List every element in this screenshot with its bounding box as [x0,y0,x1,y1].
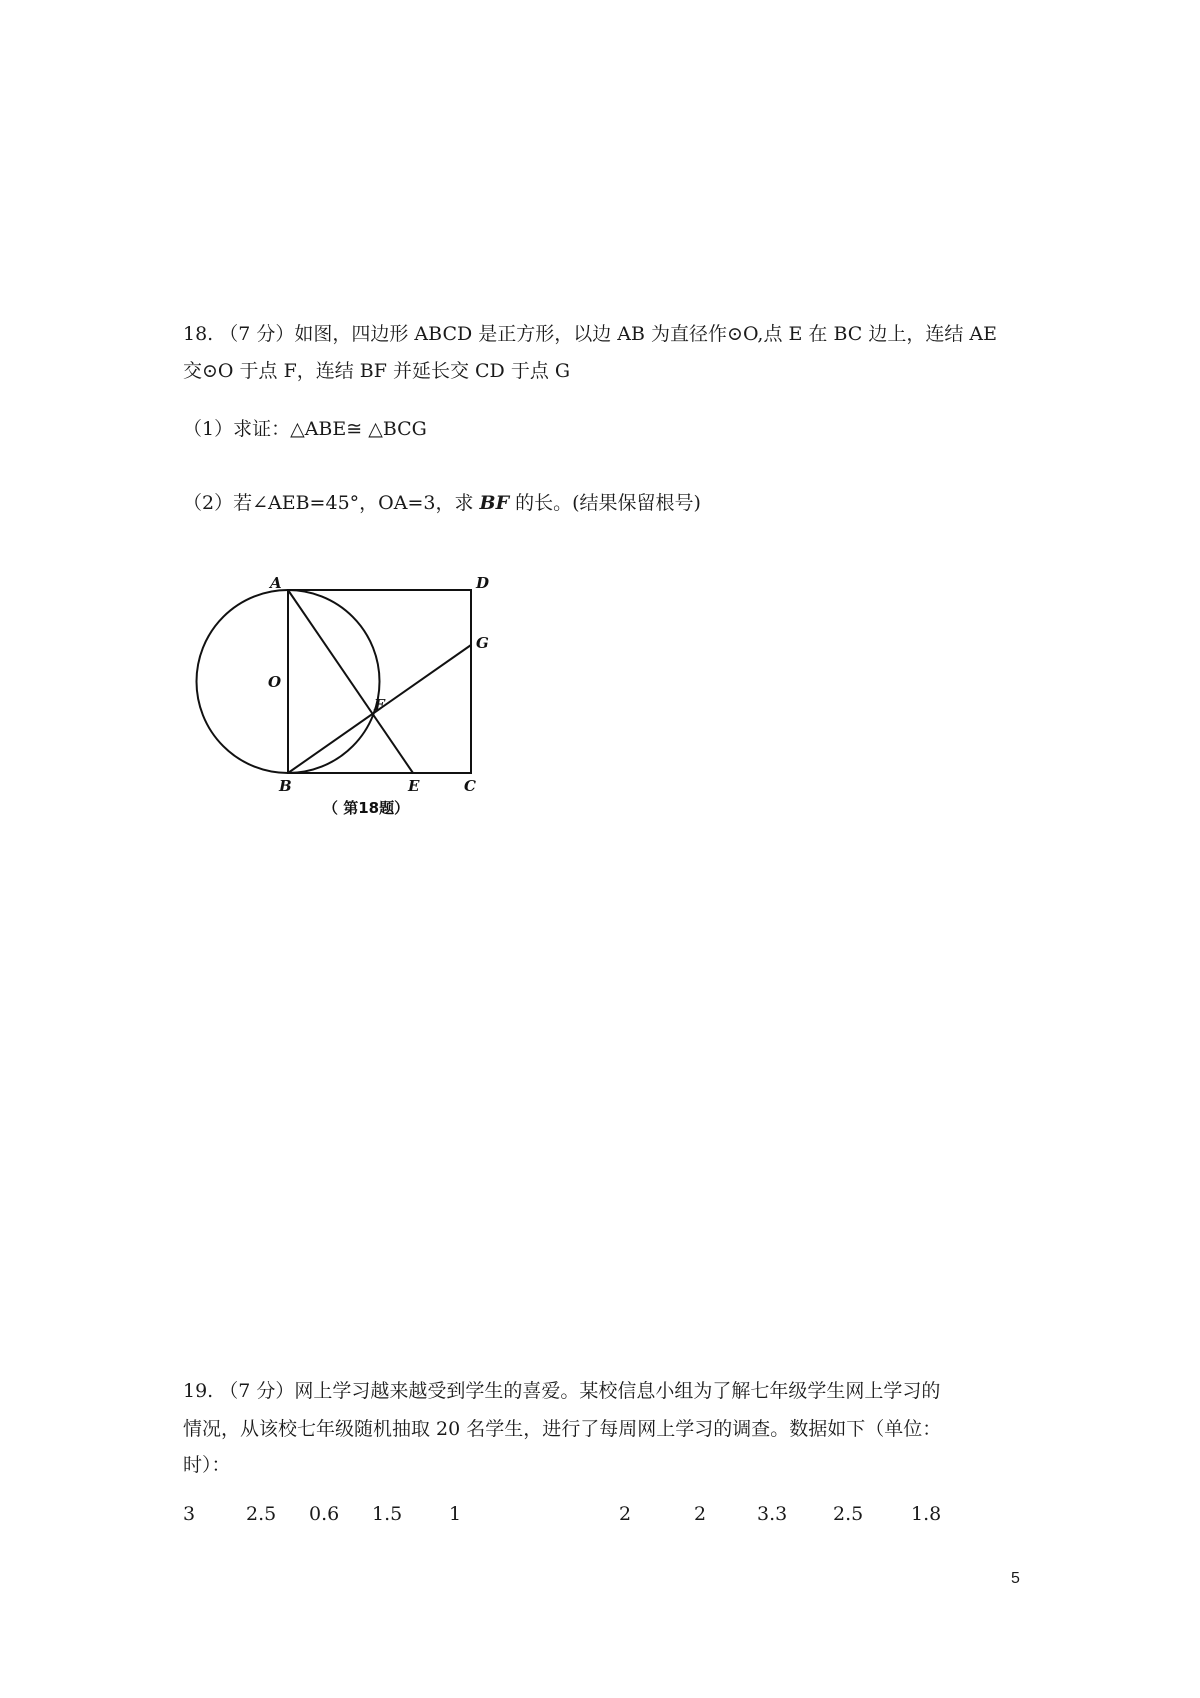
data-value: 2 [619,1503,632,1525]
q18-part-2-before: （2）若∠AEB=45°，OA=3，求 [183,492,480,514]
data-value: 2 [694,1503,707,1525]
label-o: O [268,673,282,691]
q19-stem-line-3: 时）： [183,1454,231,1476]
data-value: 1 [449,1503,462,1525]
q18-part-2-after: 的长。(结果保留根号) [509,492,701,514]
label-a: A [270,574,282,592]
q19-stem-line-2: 情况，从该校七年级随机抽取 20 名学生，进行了每周网上学习的调查。数据如下（单位： [183,1418,942,1440]
q18-part-2-variable: BF [479,492,510,514]
label-b: B [279,777,292,795]
q18-part-1: （1）求证：△ABE≅ △BCG [183,418,427,440]
data-value: 1.5 [372,1503,403,1525]
q18-stem-line-2: 交⊙O 于点 F，连结 BF 并延长交 CD 于点 G [183,360,571,382]
segment-ae [288,590,413,773]
label-g: G [476,634,489,652]
label-f: F [374,696,385,714]
q19-data-row [0,1503,1200,1527]
q18-stem-line-1: 18. （7 分）如图，四边形 ABCD 是正方形，以边 AB 为直径作⊙O,点 E 在 BC 边上，连结 AE [183,323,997,345]
figure-caption: （ 第18题） [323,799,410,817]
q18-part-2 [183,494,701,513]
data-value: 2.5 [246,1503,277,1525]
q18-geometry-figure [180,555,525,825]
data-value: 3.3 [757,1503,788,1525]
label-c: C [464,777,476,795]
data-value: 2.5 [833,1503,864,1525]
data-value: 0.6 [309,1503,340,1525]
label-d: D [476,574,490,592]
data-value: 3 [183,1503,196,1525]
q19-stem-line-1: 19. （7 分）网上学习越来越受到学生的喜爱。某校信息小组为了解七年级学生网上学习的 [183,1380,941,1402]
data-value: 1.8 [911,1503,942,1525]
label-e: E [408,777,420,795]
page-number: 5 [1011,1570,1020,1587]
